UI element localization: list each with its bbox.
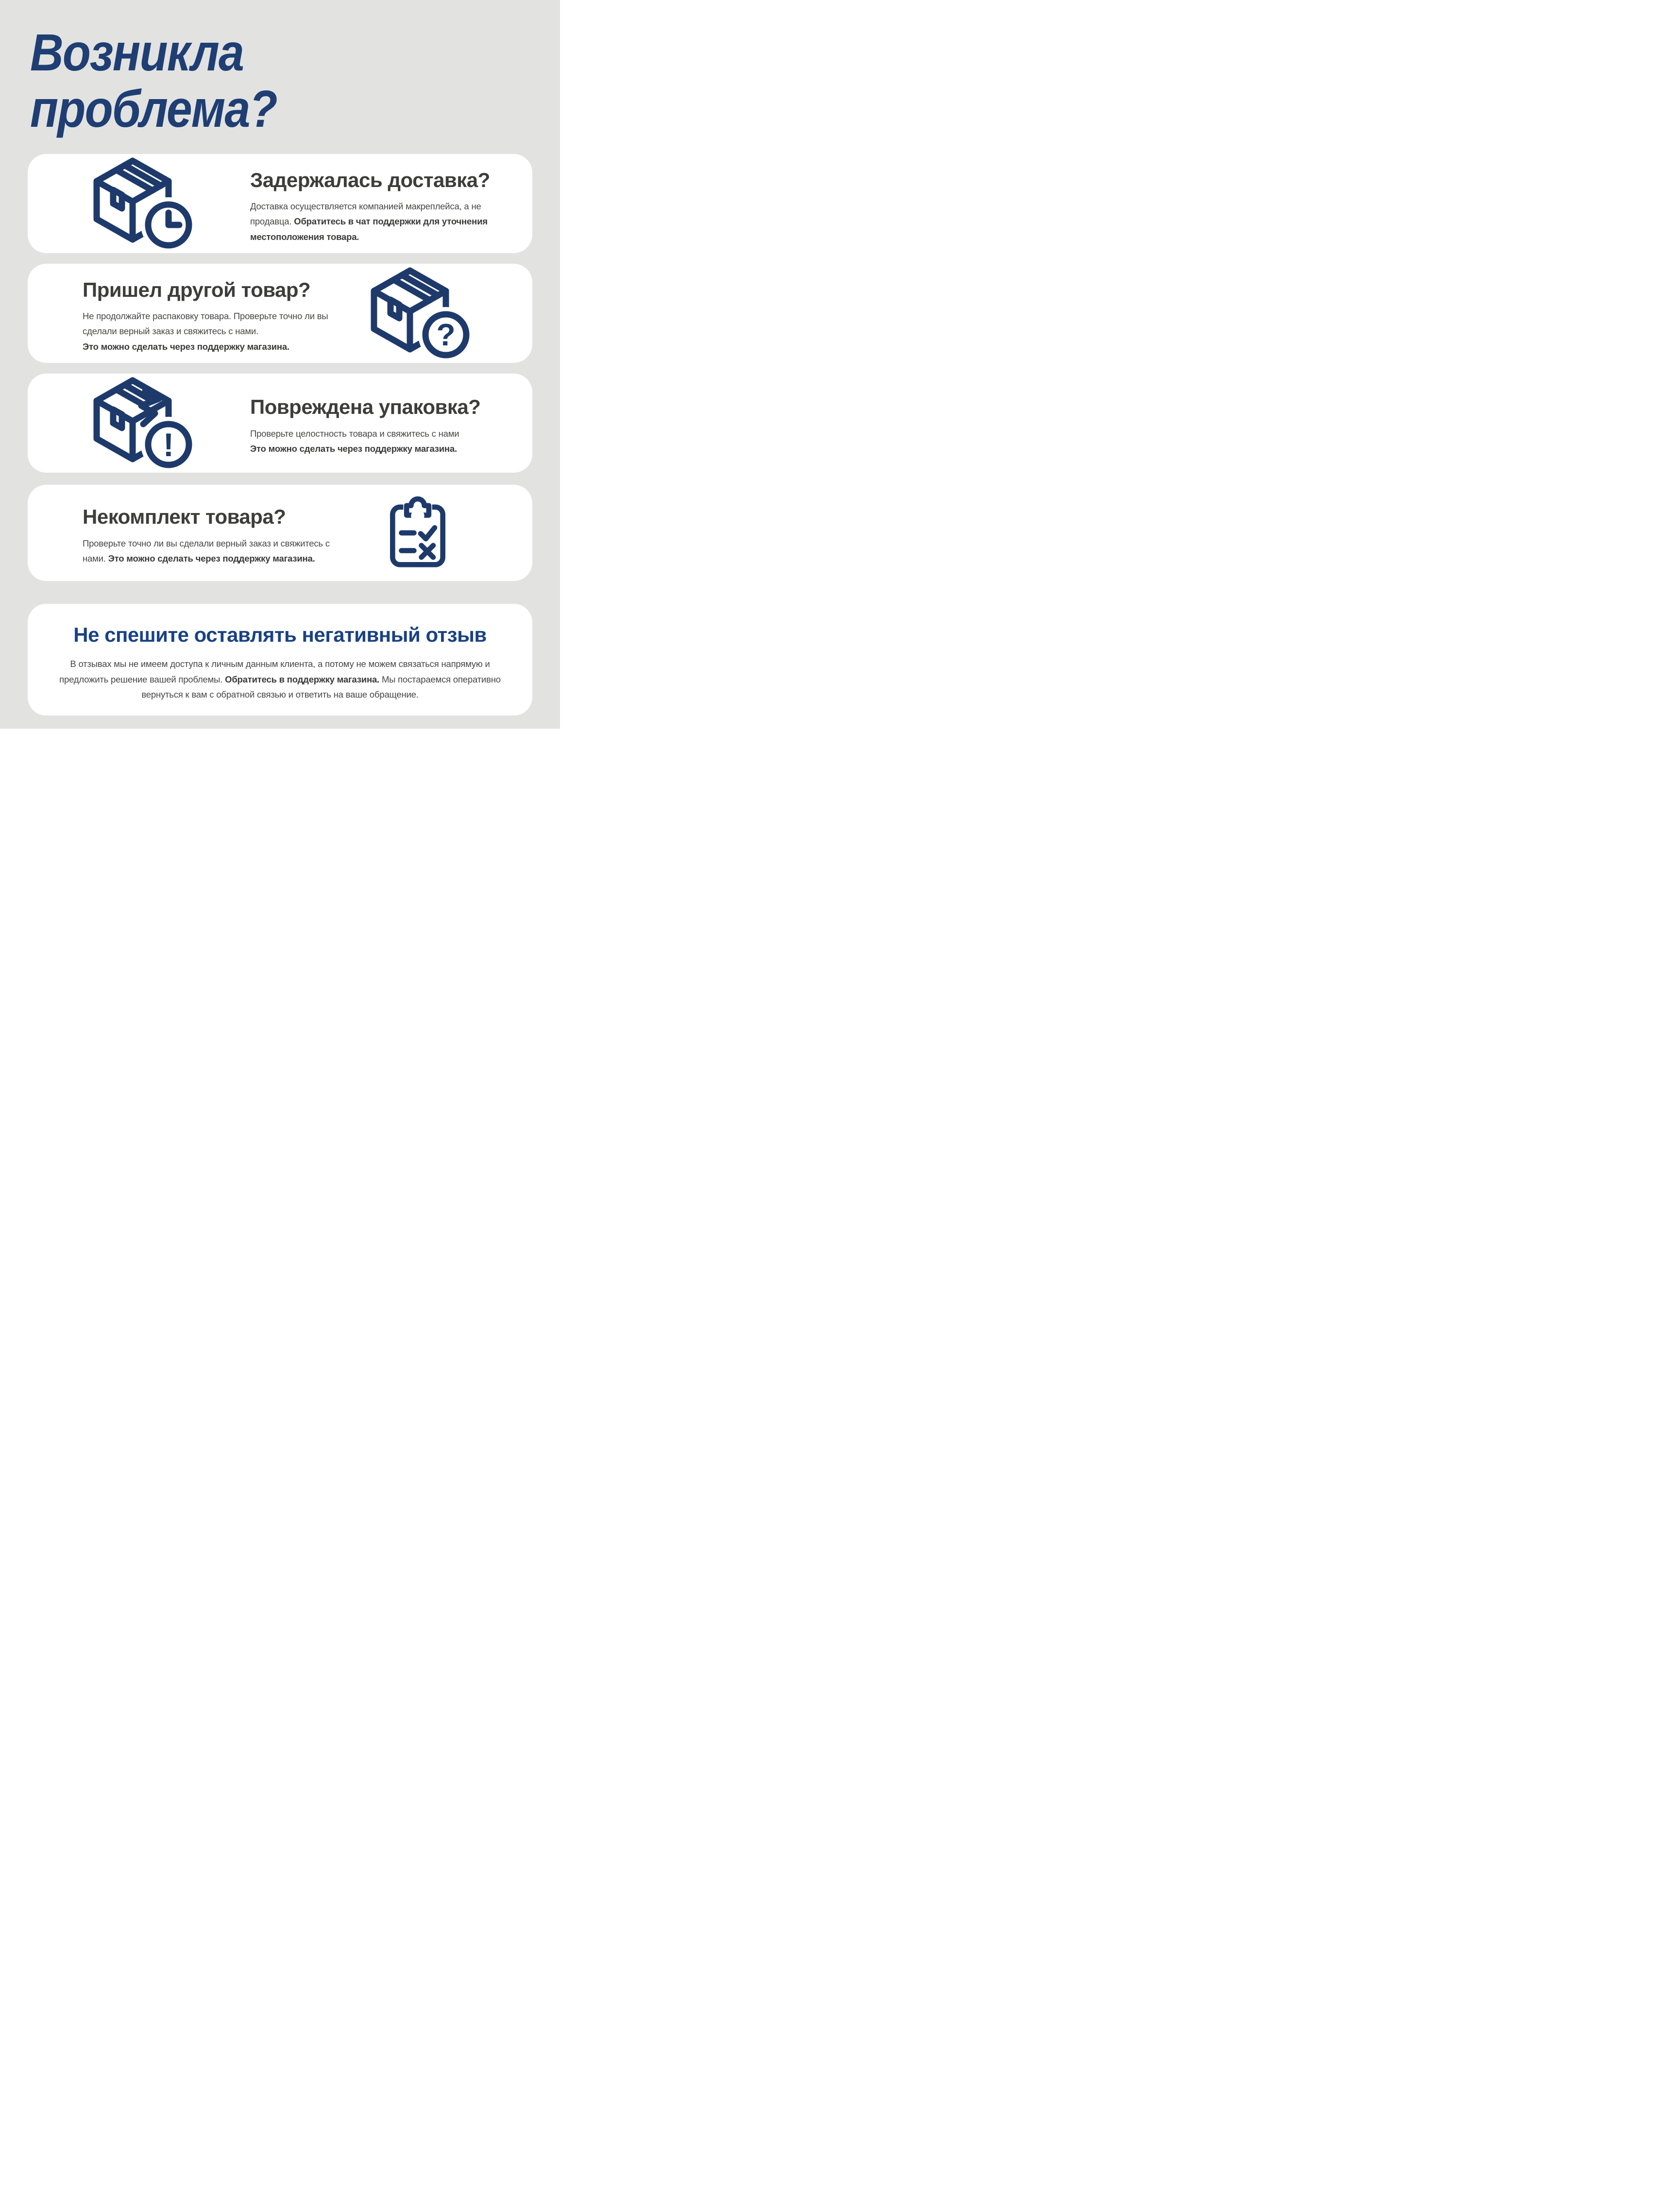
svg-text:!: !: [163, 427, 174, 463]
card-heading: Повреждена упаковка?: [250, 395, 481, 419]
card-heading: Пришел другой товар?: [83, 278, 311, 301]
card-negative-review-note: [28, 604, 532, 716]
package-damaged-icon-svg: [87, 375, 194, 472]
card-incomplete-item-text: [83, 499, 345, 566]
card-delayed-delivery-text: [250, 163, 507, 245]
checklist-icon-svg: [381, 496, 455, 570]
card-body: Доставка осуществляется компанией макреплейса, а не продавца. Обратитесь в чат поддержки для уточнения местоположения товара.: [250, 201, 488, 242]
card-delayed-delivery: [28, 154, 532, 253]
checklist-icon: [359, 496, 476, 570]
package-damaged-icon: [82, 375, 199, 472]
page-title-line2: проблема?: [30, 79, 277, 138]
page-title: [30, 24, 277, 137]
svg-text:?: ?: [436, 317, 456, 352]
card-damaged-packaging-text: [250, 390, 507, 456]
card-body: Не продолжайте распаковку товара. Проверьте точно ли вы сделали верный заказ и свяжитесь с нами. Это можно сделать через поддержку магазина.: [83, 310, 328, 352]
card-heading: Некомплект товара?: [83, 505, 286, 529]
card-heading: Задержалась доставка?: [250, 168, 490, 191]
card-wrong-item-text: [83, 273, 345, 355]
page-title-line1: Возникла: [30, 23, 244, 82]
infographic-page: [0, 0, 560, 729]
card-body: Проверьте целостность товара и свяжитесь с нами Это можно сделать через поддержку магазина.: [250, 428, 459, 454]
package-question-icon: [359, 265, 476, 362]
card-wrong-item: [28, 264, 532, 363]
package-clock-icon-svg: [87, 155, 194, 252]
package-question-icon-svg: [364, 265, 471, 362]
card-body: Проверьте точно ли вы сделали верный заказ и свяжитесь с нами. Это можно сделать через поддержку магазина.: [83, 538, 330, 564]
card-damaged-packaging: [28, 374, 532, 473]
footer-body: В отзывах мы не имеем доступа к личным данным клиента, а потому не можем связаться напрямую и предложить решение вашей проблемы. Обратитесь в поддержку магазина. Мы постараемся оперативно вернуться к вам с обратной связью и ответить на ваше обращение.: [59, 659, 501, 700]
footer-heading: Не спешите оставлять негативный отзыв: [73, 623, 487, 646]
package-clock-icon: [82, 155, 199, 252]
card-incomplete-item: [28, 485, 532, 581]
